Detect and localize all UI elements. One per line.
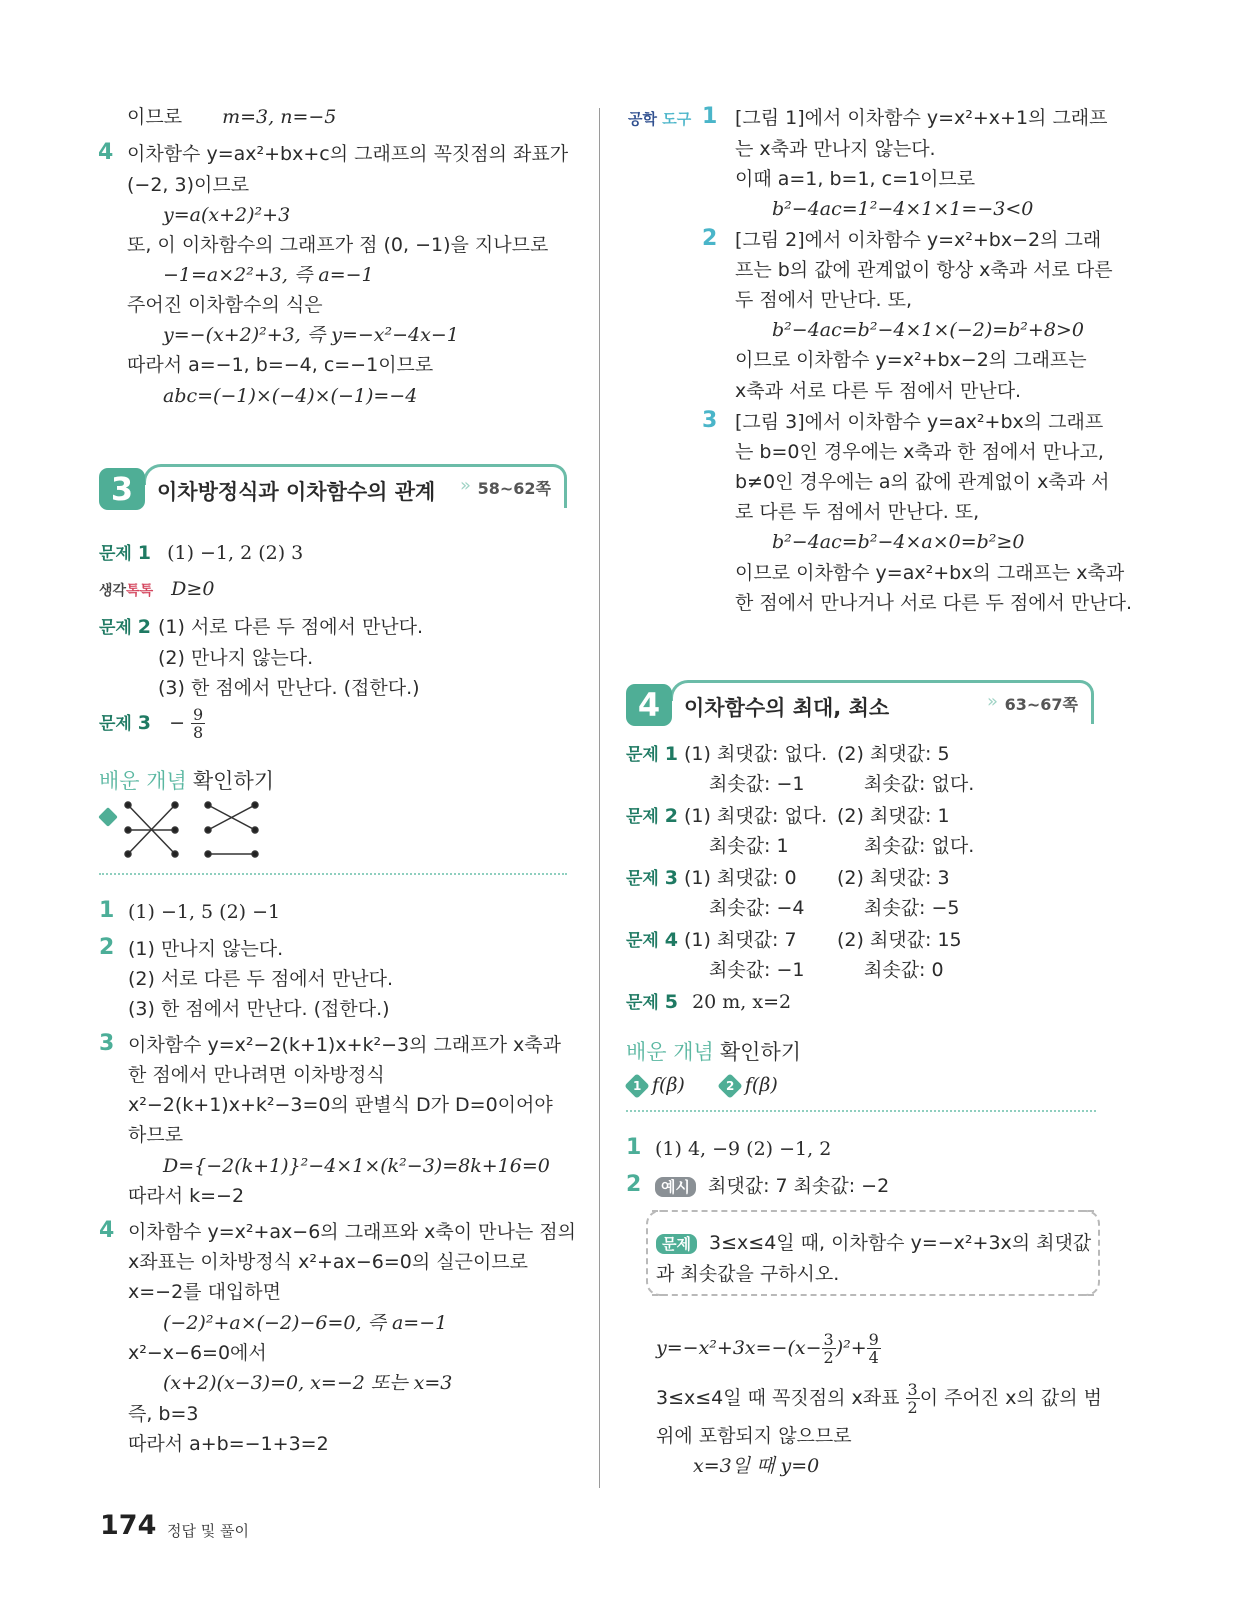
problem-answer: (1) 서로 다른 두 점에서 만난다.	[158, 616, 424, 638]
exercise-answer: (1) 만나지 않는다.	[128, 938, 284, 960]
solution-line: 따라서 a+b=−1+3=2	[128, 1433, 329, 1455]
solution-line: x좌표는 이차방정식 x²+ax−6=0의 실근이므로	[128, 1251, 529, 1273]
solution-line: 프는 b의 값에 관계없이 항상 x축과 서로 다른	[735, 259, 1113, 281]
min-value: 최솟값: 없다.	[864, 773, 975, 795]
solution-line: x축과 서로 다른 두 점에서 만난다.	[735, 380, 1022, 402]
exercise-answer: (3) 한 점에서 만난다. (접한다.)	[128, 998, 390, 1020]
tool-label: 공학 도구	[628, 110, 692, 128]
problem-text: 과 최솟값을 구하시오.	[656, 1263, 840, 1285]
min-value: 최솟값: 0	[864, 959, 944, 981]
problem-answer: (3) 한 점에서 만난다. (접한다.)	[158, 677, 420, 699]
solution-line: (x+2)(x−3)=0, x=−2 또는 x=3	[163, 1372, 453, 1394]
solution-line: 이차함수 y=x²−2(k+1)x+k²−3의 그래프가 x축과	[128, 1034, 561, 1056]
max-min-problem-5	[626, 989, 791, 1016]
problem-3	[99, 706, 205, 741]
section-divider	[99, 873, 567, 875]
exercise-answer: (2) 서로 다른 두 점에서 만난다.	[128, 968, 394, 990]
max-value: (1) 최댓값: 없다.	[684, 743, 828, 765]
problem-answer: (1) −1, 2 (2) 3	[167, 542, 304, 564]
concept-label: 확인하기	[719, 1040, 802, 1064]
solution-line: [그림 2]에서 이차함수 y=x²+bx−2의 그래	[735, 229, 1102, 251]
diamond-bullet-icon	[98, 807, 118, 827]
tool-number: 3	[702, 408, 718, 433]
solution-line: abc=(−1)×(−4)×(−1)=−4	[163, 385, 418, 407]
solution-line: 이차함수 y=ax²+bx+c의 그래프의 꼭짓점의 좌표가	[127, 143, 569, 165]
column-divider	[599, 108, 600, 1488]
fraction: $\frac{9}{4}$	[868, 1330, 879, 1367]
concept-label: 배운 개념	[626, 1040, 714, 1064]
section-pages: 63~67쪽	[1004, 695, 1078, 714]
solution-line	[656, 1328, 881, 1368]
solution-line: 하므로	[128, 1124, 184, 1146]
fraction: $\frac{3}{2}$	[823, 1330, 834, 1367]
exercise-number: 3	[99, 1031, 115, 1056]
solution-line: 로 다른 두 점에서 만난다. 또,	[735, 501, 980, 523]
solution-text: 이 주어진 x의 값의 범	[919, 1387, 1102, 1409]
tool-number: 2	[702, 226, 718, 251]
exercise-number: 4	[99, 1218, 115, 1243]
solution-text: y=−x²+3x=−(x−	[656, 1337, 822, 1359]
min-value: 최솟값: −4	[709, 897, 805, 919]
solution-line: 한 점에서 만나거나 서로 다른 두 점에서 만난다.	[735, 592, 1133, 614]
min-value: 최솟값: −5	[864, 897, 960, 919]
exercise-answer: (1) −1, 5 (2) −1	[128, 901, 281, 923]
problem-label: 문제 5	[626, 991, 679, 1013]
solution-line: 는 b=0인 경우에는 x축과 한 점에서 만나고,	[735, 441, 1104, 463]
exercise-number: 2	[99, 935, 115, 960]
prev-tail	[127, 104, 336, 130]
min-value: 최솟값: 없다.	[864, 835, 975, 857]
solution-line: x²−2(k+1)x+k²−3=0의 판별식 D가 D=0이어야	[128, 1094, 553, 1116]
concept-check-heading	[626, 1039, 801, 1066]
section-3-header	[99, 464, 567, 518]
max-value: (2) 최댓값: 5	[837, 743, 950, 765]
solution-line: b²−4ac=1²−4×1×1=−3<0	[772, 198, 1034, 220]
question-number: 4	[98, 140, 114, 165]
exercise-answer: (1) 4, −9 (2) −1, 2	[655, 1138, 832, 1160]
section-number: 3	[99, 468, 145, 510]
solution-line: b≠0인 경우에는 a의 값에 관계없이 x축과 서	[735, 471, 1110, 493]
section-number: 4	[626, 684, 672, 726]
max-value: (2) 최댓값: 15	[837, 929, 962, 951]
max-value: (1) 최댓값: 없다.	[684, 805, 828, 827]
exercise-number: 2	[626, 1172, 642, 1197]
min-value: 최솟값: −1	[709, 959, 805, 981]
solution-line: x=3일 때 y=0	[693, 1455, 820, 1477]
fraction: $\frac{3}{2}$	[907, 1380, 918, 1417]
solution-line: −1=a×2²+3, 즉 a=−1	[163, 264, 374, 286]
problem-badge: 문제	[656, 1234, 697, 1254]
prev-tail-eq: m=3, n=−5	[222, 106, 337, 128]
solution-line: (−2, 3)이므로	[127, 174, 250, 196]
problem-box-line	[656, 1230, 1091, 1256]
exercise-answer-text: 최댓값: 7 최솟값: −2	[708, 1175, 890, 1197]
solution-line: 따라서 a=−1, b=−4, c=−1이므로	[127, 354, 434, 376]
solution-line: x²−x−6=0에서	[128, 1342, 267, 1364]
thought-label: 생각톡톡	[99, 583, 154, 599]
max-value: (1) 최댓값: 0	[684, 867, 797, 889]
concept-label: 확인하기	[192, 769, 275, 793]
solution-line: [그림 3]에서 이차함수 y=ax²+bx의 그래프	[735, 411, 1104, 433]
max-value: (2) 최댓값: 3	[837, 867, 950, 889]
concept-check-heading	[99, 768, 274, 795]
solution-line: 주어진 이차함수의 식은	[127, 294, 323, 316]
solution-line: 이므로 이차함수 y=x²+bx−2의 그래프는	[735, 349, 1087, 371]
example-badge: 예시	[655, 1177, 696, 1197]
thought-value: D≥0	[171, 578, 215, 600]
solution-line: 는 x축과 만나지 않는다.	[735, 138, 936, 160]
problem-answer: (2) 만나지 않는다.	[158, 647, 314, 669]
section-title: 이차방정식과 이차함수의 관계	[157, 480, 436, 504]
max-value: (1) 최댓값: 7	[684, 929, 797, 951]
solution-line: y=−(x+2)²+3, 즉 y=−x²−4x−1	[163, 324, 459, 346]
concept-label: 배운 개념	[99, 769, 187, 793]
number-1-icon: 1	[624, 1073, 649, 1098]
section-title: 이차함수의 최대, 최소	[684, 696, 890, 720]
fraction-sign: −	[169, 712, 185, 734]
solution-line	[656, 1378, 1102, 1418]
solution-line: 따라서 k=−2	[128, 1185, 245, 1207]
problem-label: 문제 2	[99, 616, 152, 638]
problem-label: 문제 3	[99, 712, 152, 734]
exercise-number: 1	[99, 898, 115, 923]
fraction: $\frac{9}{8}$	[193, 705, 204, 742]
concept-answer: f(β)	[652, 1074, 685, 1096]
min-value: 최솟값: 1	[709, 835, 789, 857]
section-pages: 58~62쪽	[477, 479, 551, 498]
solution-line: b²−4ac=b²−4×a×0=b²≥0	[772, 531, 1025, 553]
solution-line: 이차함수 y=x²+ax−6의 그래프와 x축이 만나는 점의	[128, 1221, 576, 1243]
problem-text: 3≤x≤4일 때, 이차함수 y=−x²+3x의 최댓값	[709, 1232, 1092, 1254]
solution-line: [그림 1]에서 이차함수 y=x²+x+1의 그래프	[735, 107, 1108, 129]
problem-label: 문제 2	[626, 805, 679, 827]
section-4-header	[626, 680, 1094, 734]
solution-line: (−2)²+a×(−2)−6=0, 즉 a=−1	[163, 1312, 448, 1334]
problem-label: 문제 1	[99, 542, 152, 564]
solution-text: 3≤x≤4일 때 꼭짓점의 x좌표	[656, 1387, 900, 1409]
solution-line: 즉, b=3	[128, 1403, 199, 1425]
solution-text: )²+	[835, 1337, 867, 1359]
solution-line: D={−2(k+1)}²−4×1×(k²−3)=8k+16=0	[163, 1155, 550, 1177]
solution-line: x=−2를 대입하면	[128, 1281, 281, 1303]
solution-line: 또, 이 이차함수의 그래프가 점 (0, −1)을 지나므로	[127, 234, 549, 256]
problem-1	[99, 540, 303, 567]
solution-line: b²−4ac=b²−4×1×(−2)=b²+8>0	[772, 319, 1084, 341]
number-2-icon: 2	[717, 1073, 742, 1098]
solution-line: 이므로 이차함수 y=ax²+bx의 그래프는 x축과	[735, 562, 1125, 584]
problem-answer: 20 m, x=2	[692, 991, 792, 1013]
matching-lines-icon	[123, 800, 293, 860]
tool-number: 1	[702, 104, 718, 129]
page-footer-label: 정답 및 풀이	[167, 1522, 249, 1540]
solution-line: 두 점에서 만난다. 또,	[735, 289, 913, 311]
min-value: 최솟값: −1	[709, 773, 805, 795]
chevron-right-icon: »	[459, 475, 471, 496]
concept-answer: f(β)	[744, 1074, 778, 1096]
solution-line: 한 점에서 만나려면 이차방정식	[128, 1064, 385, 1086]
concept-answers	[628, 1072, 778, 1098]
prev-tail-label: 이므로	[127, 106, 183, 128]
max-value: (2) 최댓값: 1	[837, 805, 950, 827]
exercise-answer	[655, 1173, 889, 1199]
problem-label: 문제 1	[626, 743, 679, 765]
solution-line: 위에 포함되지 않으므로	[656, 1425, 852, 1447]
exercise-number: 1	[626, 1135, 642, 1160]
thought-tip	[99, 576, 214, 604]
solution-line: 이때 a=1, b=1, c=1이므로	[735, 168, 976, 190]
problem-label: 문제 3	[626, 867, 679, 889]
section-divider	[626, 1110, 1096, 1112]
chevron-right-icon: »	[986, 691, 998, 712]
problem-label: 문제 4	[626, 929, 679, 951]
solution-line: y=a(x+2)²+3	[163, 204, 291, 226]
page-number: 174	[100, 1510, 157, 1541]
